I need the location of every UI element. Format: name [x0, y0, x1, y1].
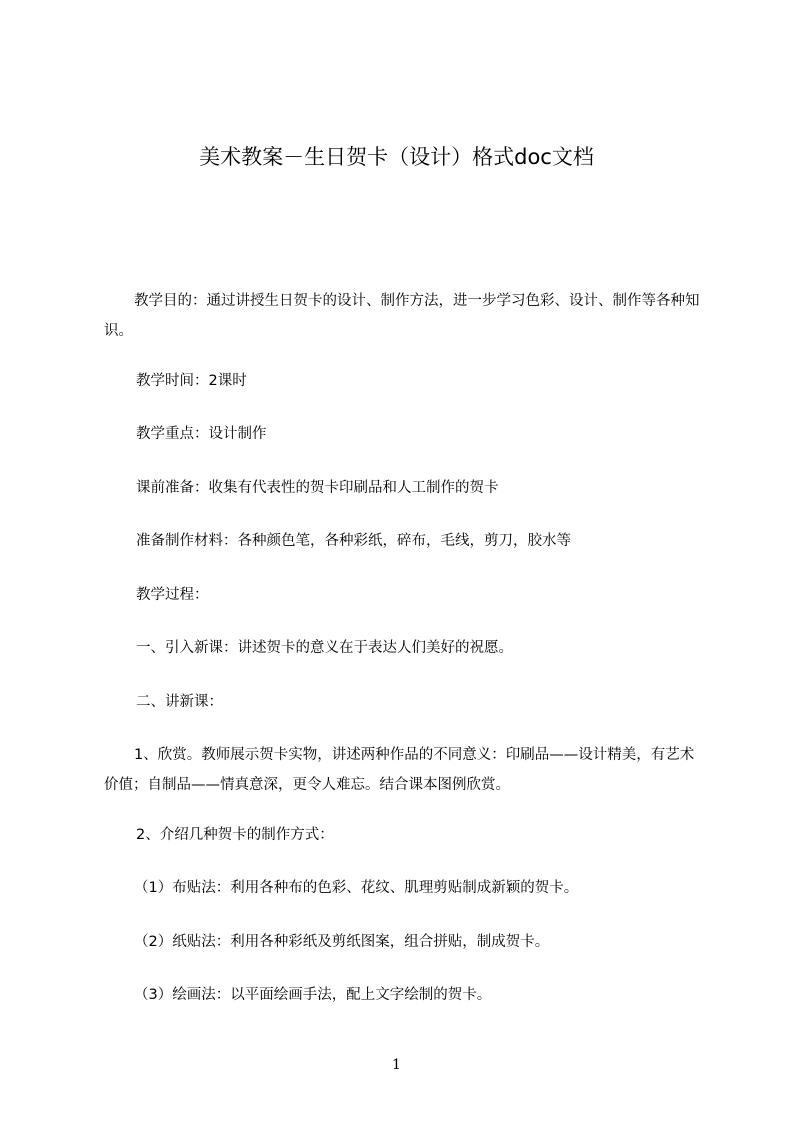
- paragraph-process-heading: 教学过程：: [136, 587, 209, 603]
- paragraph-method-cloth: （1）布贴法：利用各种布的色彩、花纹、肌理剪贴制成新颖的贺卡。: [134, 880, 579, 896]
- paragraph-section-2: 二、讲新课：: [136, 694, 223, 710]
- paragraph-method-drawing: （3）绘画法：以平面绘画手法，配上文字绘制的贺卡。: [134, 987, 492, 1003]
- page-number: 1: [392, 1057, 401, 1073]
- paragraph-teaching-goal: 教学目的：通过讲授生日贺卡的设计、制作方法，进一步学习色彩、设计、制作等各种知识。: [104, 293, 700, 339]
- paragraph-methods-heading: 2、介绍几种贺卡的制作方式：: [136, 827, 334, 843]
- paragraph-materials: 准备制作材料：各种颜色笔，各种彩纸，碎布，毛线，剪刀，胶水等: [136, 533, 571, 549]
- paragraph-method-paper: （2）纸贴法：利用各种彩纸及剪纸图案，组合拼贴，制成贺卡。: [134, 934, 550, 950]
- paragraph-appreciation: 1、欣赏。教师展示贺卡实物，讲述两种作品的不同意义：印刷品——设计精美，有艺术价值；自制品——情真意深，更令人难忘。结合课本图例欣赏。: [104, 747, 695, 793]
- document-title: 美术教案－生日贺卡（设计）格式doc文档: [199, 145, 594, 169]
- paragraph-teaching-time: 教学时间：2课时: [136, 373, 247, 389]
- paragraph-teaching-focus: 教学重点：设计制作: [136, 426, 267, 442]
- paragraph-section-1: 一、引入新课：讲述贺卡的意义在于表达人们美好的祝愿。: [136, 640, 513, 656]
- paragraph-preparation: 课前准备：收集有代表性的贺卡印刷品和人工制作的贺卡: [136, 480, 499, 496]
